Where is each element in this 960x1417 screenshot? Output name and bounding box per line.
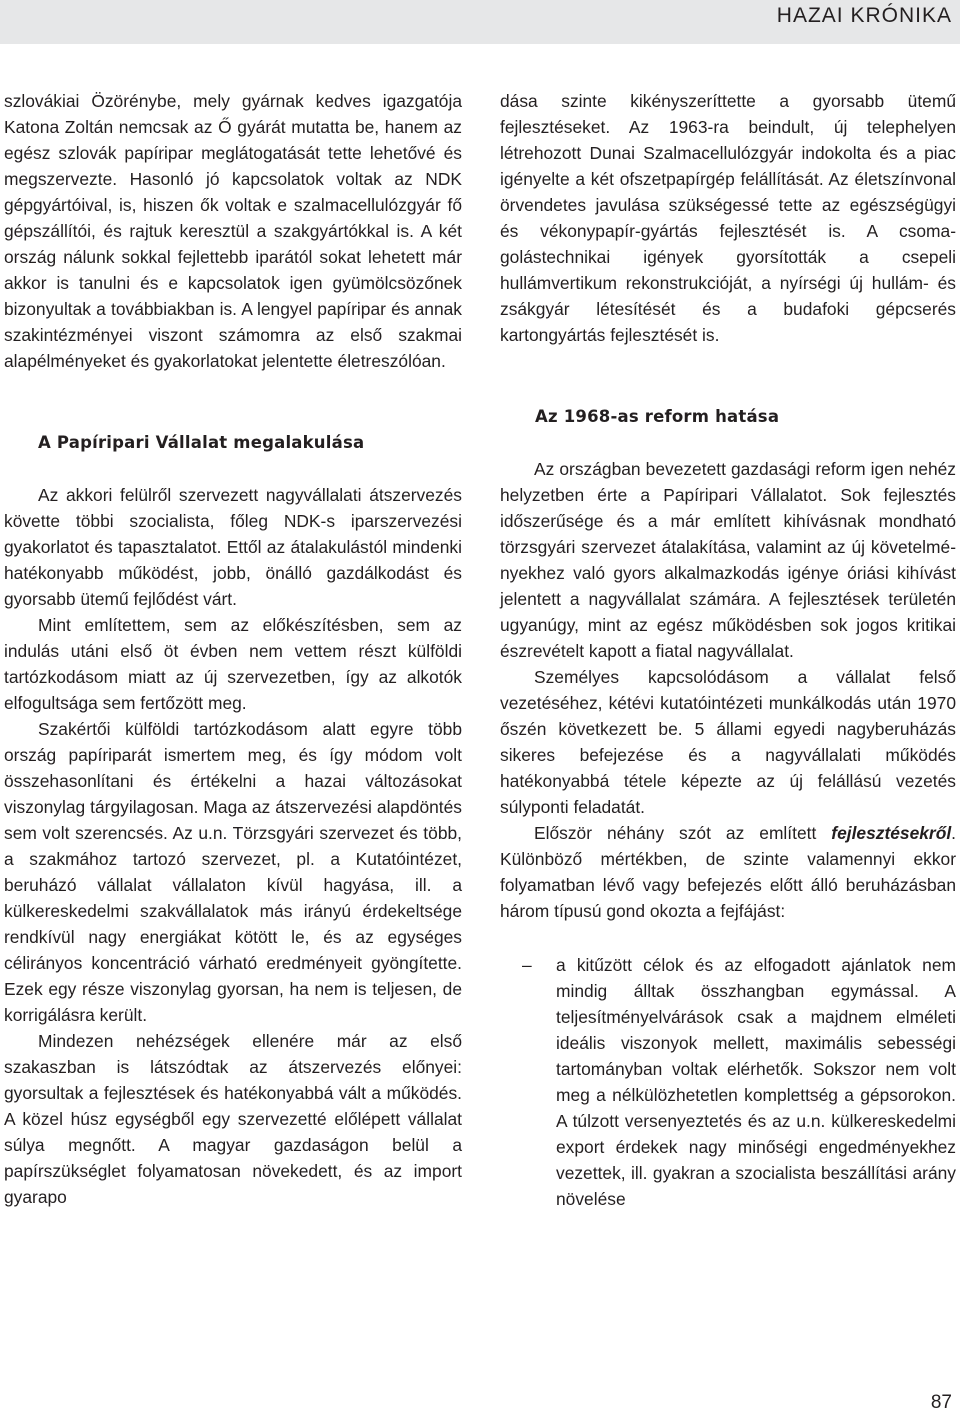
right-paragraph-2: Személyes kapcsolódásom a vállalat felső vezetéséhez, kétévi kutatóintézeti munkálkodás után 1970 őszén következett be. 5 állami egyedi nagyberuházás sikeres befejezése és a nagyvállalati működés hatékonyabbá tétele képezte az új felállású vezetés súlyponti feladatát. (500, 667, 956, 817)
page-number: 87 (930, 1392, 952, 1413)
emphasis-paragraph-after: . Különböző mértékben, de szinte valamennyi ekkor folyamatban lévő vagy befejezés előtt álló beruházásban három típusú gond okozta a fejfájást: (500, 823, 956, 921)
right-emphasis-paragraph (500, 820, 956, 924)
left-paragraph-2: Mint említettem, sem az előkészítésben, sem az indulás utáni első öt évben nem vettem részt külföldi tartózkodásom miatt az új szervezetben, így az alkotók elfogultsága sem fertőzött meg. (4, 615, 462, 713)
left-paragraph-4: Mindezen nehézségek ellenére már az első szakaszban is látszódtak az átszervezés előnyei: gyorsultak a fejlesztések és hatékonyabbá vált a működés. A közel húsz egységből egy szervezetté előlépett vállalat súlya megnőtt. A magyar gazdaságon belül a papírszükséglet folyamatosan növekedett, és az import gyarapo (4, 1031, 462, 1207)
left-paragraph-3: Szakértői külföldi tartózkodásom alatt egyre több ország papíriparát ismertem meg, és így módom volt összehasonlítani és értékelni a hazai változásokat viszonylag tárgyilagosan. Maga az átszervezési alapdöntés sem volt szerencsés. Az u.n. Törzsgyári szervezet és több, a szakmához tartozó szervezet, pl. a Kutatóintézet, beruházó vállalat vállalaton kívül hagyása, ill. a külkereskedelmi szakvállalatok más irányú érdekeltsége rendkívül nagy energiákat kötött le, és az egységes célirányos koncentráció várható eredményeit gyöngítette. Ezek egy része viszonylag gyorsan, ha nem is teljesen, de korrigálásra került. (4, 719, 462, 1025)
section-heading-1968-reform: Az 1968-as reform hatása (535, 407, 780, 426)
left-paragraph-1: Az akkori felülről szervezett nagyvállalati átszervezés követte többi szocialista, főleg NDK-s iparszervezési gyakorlatot és tapasztalatot. Ettől az átalakulástól mindenki hatékonyabb működést, jobb, önálló gazdálkodást és gyorsabb ütemű fejlődést várt. (4, 485, 462, 609)
list-dash: – (522, 955, 532, 975)
right-column (500, 88, 956, 1212)
emphasis-paragraph-before: Először néhány szót az említett (534, 823, 832, 843)
list-item-text: a kitűzött célok és az elfogadott ajánlatok nem mindig álltak összhangban egymással. A teljesítményelvárások csak a majdnem elméleti ideális viszonyok mellett, maximális sebességi tartományban voltak elérhetők. Sokszor nem volt meg a nélkülözhetetlen komplettség a gépsorokon. A túlzott versenyeztetés és az u.n. külkereskedelmi export érdekek nagy minőségi engedményekhez vezettek, ill. gyakran a szocialista beszállítási arány növelése (556, 955, 956, 1209)
emphasis-term: fejlesztésekről (831, 823, 952, 843)
running-header (0, 0, 960, 44)
left-intro-paragraph: szlovákiai Özörénybe, mely gyárnak kedves igazgatója Katona Zoltán nemcsak az Ő gyárát mutatta be, hanem az egész szlovák papíripar meglátogatását tette lehetővé és megszervezte. Hasonló jó kapcsolatok voltak az NDK gépgyártóival, is, hiszen ők voltak e szalmacellulózgyár fő gépszállítói, és rajtuk keresztül a szakgyártókkal is. A két ország nálunk sokkal fejlettebb iparától sokat lehetett már akkor is tanulni és e kapcsolatok igen gyümölcsözőnek bizonyultak a továbbiakban is. A lengyel papíripar és annak szakintézményei viszont számomra az első szakmai alapélményeket és gyakorlatokat jelentette életreszólóan. (4, 91, 462, 371)
left-column (4, 88, 462, 1210)
list-item (500, 952, 956, 1212)
problem-list (500, 952, 956, 1212)
right-intro-paragraph: dása szinte kikényszeríttette a gyorsabb ütemű fejlesztéseket. Az 1963-ra beindult, új telephelyen létrehozott Dunai Szalmacellulózgyár indokolta és a piac igényelte a két ofszetpapírgép felállítását. Az életszínvonal örvendetes javulása szükségessé tette az egészségügyi és vékonypapír-gyártás fejlesztését is. A csomagolástechnikai igények gyorsították a csepeli hullámvertikum rekonstrukcióját, a nyírségi új hullám- és zsákgyár létesítését és a budafoki gépcserés kartongyártás fejlesztését is. (500, 91, 956, 345)
section-heading-papiripari-vallalat: A Papíripari Vállalat megalakulása (38, 433, 365, 452)
right-paragraph-1: Az országban bevezetett gazdasági reform igen nehéz helyzetben érte a Papíripari Vállalatot. Sok fejlesztés időszerűsége és a már említett kihívásnak mondható törzsgyári szervezet átalakítása, valamint az új követelményekhez való gyors alkalmazkodás igénye óriási kihívást jelentett a nagyvállalat számára. A fejlesztések területén ugyanúgy, mint az egész működésben sok jogos kritikai észrevételt kapott a fiatal nagyvállalat. (500, 459, 956, 661)
running-header-title: HAZAI KRÓNIKA (776, 4, 952, 27)
